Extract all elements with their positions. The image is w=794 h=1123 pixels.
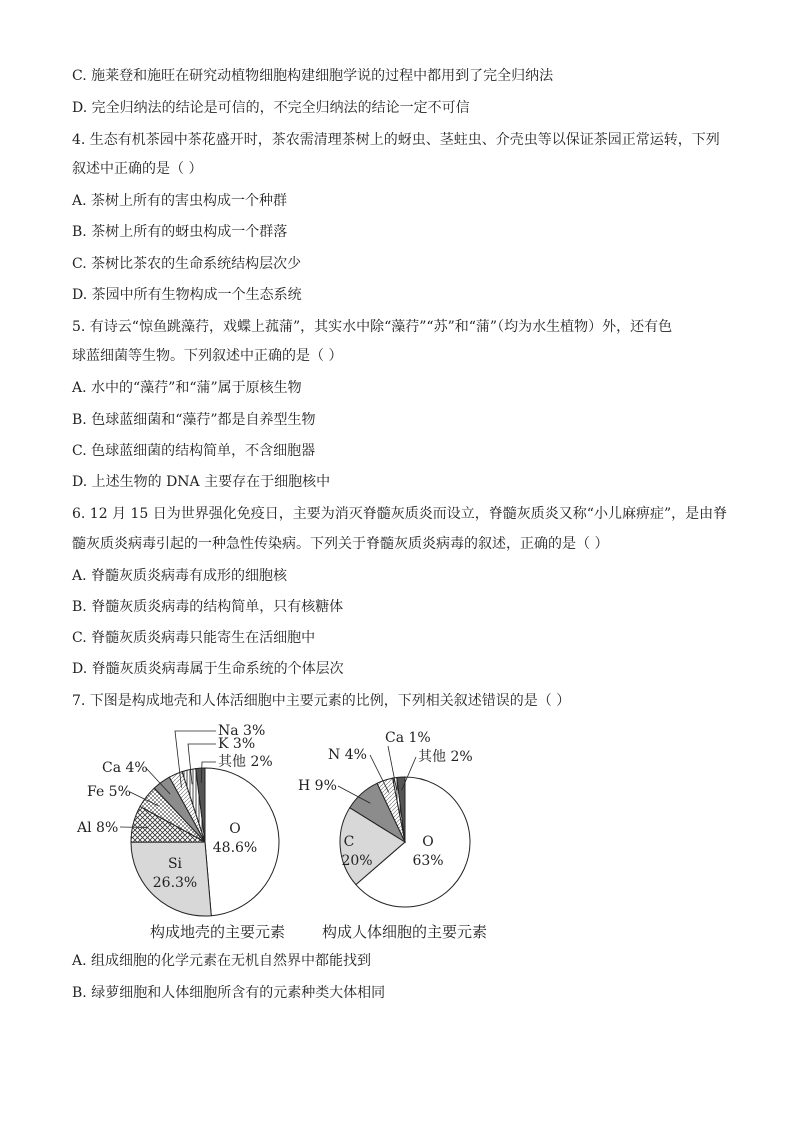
- slice-label-name: O: [422, 834, 434, 850]
- human-cell-chart-title: 构成人体细胞的主要元素: [322, 923, 488, 941]
- option-c-q6: C. 脊髓灰质炎病毒只能寄生在活细胞中: [72, 630, 316, 646]
- option-b-q6: B. 脊髓灰质炎病毒的结构简单，只有核糖体: [72, 599, 344, 615]
- slice-outer-label: H 9%: [298, 778, 337, 794]
- option-b-q4: B. 茶树上所有的蚜虫构成一个群落: [72, 224, 288, 240]
- slice-outer-label: Fe 5%: [87, 784, 131, 800]
- slice-label-name: C: [343, 834, 355, 850]
- slice-outer-label: Ca 4%: [102, 760, 148, 776]
- option-a-q5: A. 水中的“藻荇”和“蒲”属于原核生物: [72, 380, 302, 396]
- option-c-q3: C. 施莱登和施旺在研究动植物细胞构建细胞学说的过程中都用到了完全归纳法: [72, 68, 554, 84]
- slice-outer-label: N 4%: [328, 747, 367, 763]
- option-a-q4: A. 茶树上所有的害虫构成一个种群: [72, 193, 288, 209]
- question-4-stem-cont: 叙述中正确的是（ ）: [72, 161, 203, 177]
- question-5-stem-cont: 球蓝细菌等生物。下列叙述中正确的是（ ）: [72, 348, 343, 364]
- question-7-stem: 7. 下图是构成地壳和人体活细胞中主要元素的比例，下列相关叙述错误的是（ ）: [72, 693, 571, 709]
- slice-label-value: 20%: [341, 853, 373, 869]
- slice-label-value: 63%: [412, 853, 444, 869]
- option-c-q4: C. 茶树比茶农的生命系统结构层次少: [72, 256, 302, 272]
- earth-crust-chart-title: 构成地壳的主要元素: [150, 923, 286, 941]
- option-d-q4: D. 茶园中所有生物构成一个生态系统: [72, 287, 302, 303]
- pie-charts-figure: [60, 715, 530, 940]
- human-cell-pie: [340, 777, 470, 907]
- option-b-q7: B. 绿萝细胞和人体细胞所含有的元素种类大体相同: [72, 985, 386, 1001]
- question-4-stem: 4. 生态有机茶园中茶花盛开时，茶农需清理茶树上的蚜虫、茎蛀虫、介壳虫等以保证茶园正常运转，下列: [72, 132, 720, 148]
- slice-label-name: Si: [167, 856, 183, 872]
- slice-outer-label: Ca 1%: [385, 730, 431, 746]
- slice-outer-label: 其他 2%: [218, 754, 273, 770]
- question-5-stem: 5. 有诗云“惊鱼跳藻荇，戏蝶上菰蒲”，其实水中除“藻荇”“苏”和“蒲”（均为水生植物）外，还有色: [72, 319, 673, 335]
- option-b-q5: B. 色球蓝细菌和“藻荇”都是自养型生物: [72, 412, 316, 428]
- slice-outer-label: Na 3%: [218, 723, 266, 739]
- option-d-q5: D. 上述生物的 DNA 主要存在于细胞核中: [72, 474, 331, 490]
- slice-label-name: O: [229, 821, 241, 837]
- question-6-stem-cont: 髓灰质炎病毒引起的一种急性传染病。下列关于脊髓灰质炎病毒的叙述，正确的是（ ）: [72, 536, 609, 552]
- slice-outer-label: K 3%: [218, 736, 256, 752]
- slice-outer-label: Al 8%: [77, 820, 119, 836]
- option-a-q6: A. 脊髓灰质炎病毒有成形的细胞核: [72, 568, 288, 584]
- question-6-stem: 6. 12 月 15 日为世界强化免疫日，主要为消灭脊髓灰质炎而设立，脊髓灰质炎又称“小儿麻痹症”，是由脊: [72, 506, 728, 522]
- option-d-q6: D. 脊髓灰质炎病毒属于生命系统的个体层次: [72, 661, 344, 677]
- option-c-q5: C. 色球蓝细菌的结构简单，不含细胞器: [72, 443, 316, 459]
- slice-outer-label: 其他 2%: [418, 749, 473, 765]
- option-a-q7: A. 组成细胞的化学元素在无机自然界中都能找到: [72, 953, 372, 969]
- slice-label-value: 48.6%: [212, 840, 258, 856]
- option-d-q3: D. 完全归纳法的结论是可信的，不完全归纳法的结论一定不可信: [72, 100, 470, 116]
- slice-label-value: 26.3%: [152, 875, 198, 891]
